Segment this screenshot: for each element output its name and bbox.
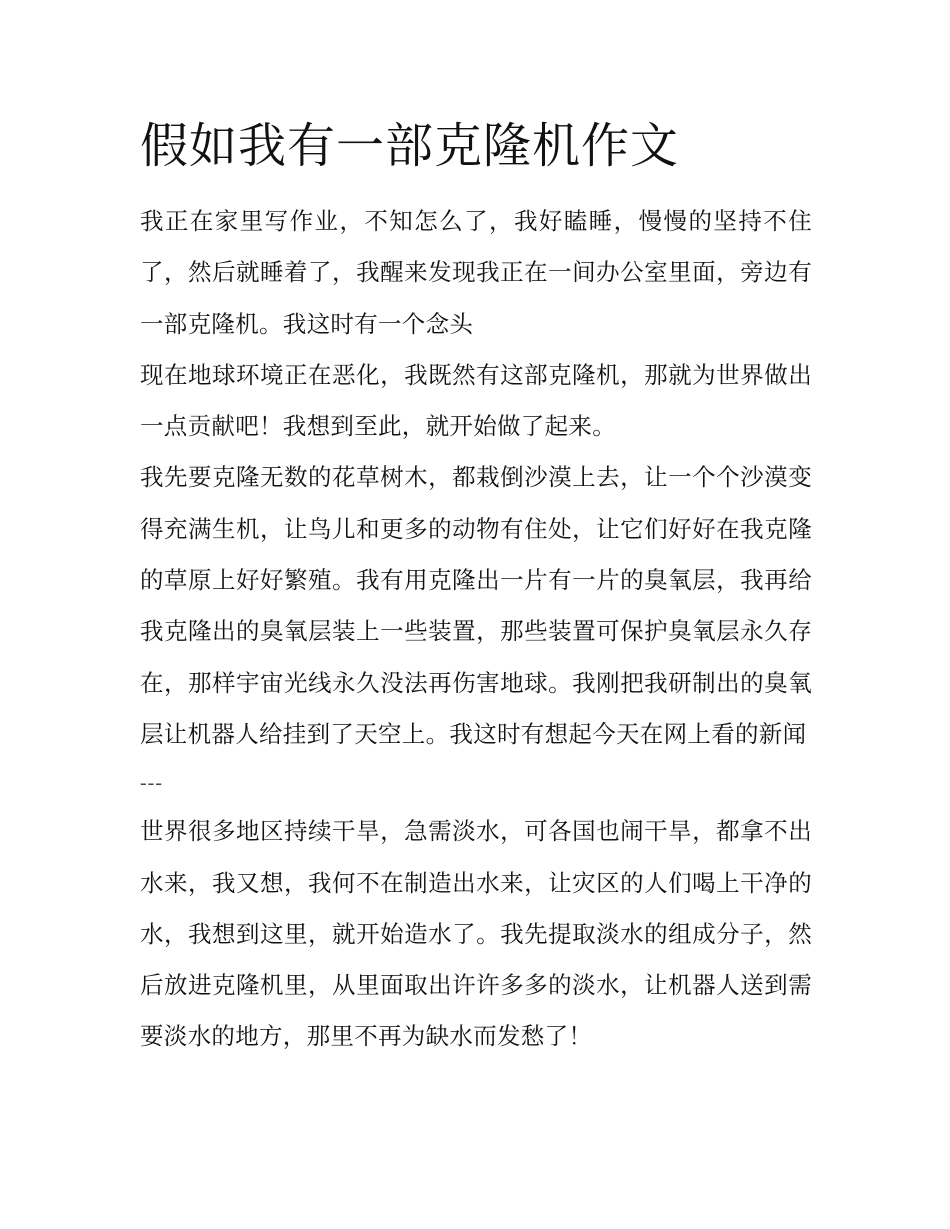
paragraph-3: 我先要克隆无数的花草树木，都栽倒沙漠上去，让一个个沙漠变得充满生机，让鸟儿和更多的动物有住处，让它们好好在我克隆的草原上好好繁殖。我有用克隆出一片有一片的臭氧层，我再给我克隆出的臭氧层装上一些装置，那些装置可保护臭氧层永久存在，那样宇宙光线永久没法再伤害地球。我刚把我研制出的臭氧层让机器人给挂到了天空上。我这时有想起今天在网上看的新闻 [140,463,812,748]
paragraph-2: 现在地球环境正在恶化，我既然有这部克隆机，那就为世界做出一点贡献吧！我想到至此，就开始做了起来。 [140,360,812,441]
paragraph-4: 世界很多地区持续干旱，急需淡水，可各国也闹干旱，都拿不出水来，我又想，我何不在制造出水来，让灾区的人们喝上干净的水，我想到这里，就开始造水了。我先提取淡水的组成分子，然后放进克隆机里，从里面取出许许多多的淡水，让机器人送到需要淡水的地方，那里不再为缺水而发愁了！ [140,817,812,1051]
document-title: 假如我有一部克隆机作文 [140,118,680,174]
section-separator: --- [140,772,163,795]
document-body [140,196,812,1063]
paragraph-1: 我正在家里写作业，不知怎么了，我好瞌睡，慢慢的坚持不住了，然后就睡着了，我醒来发现我正在一间办公室里面，旁边有一部克隆机。我这时有一个念头 [140,207,812,338]
